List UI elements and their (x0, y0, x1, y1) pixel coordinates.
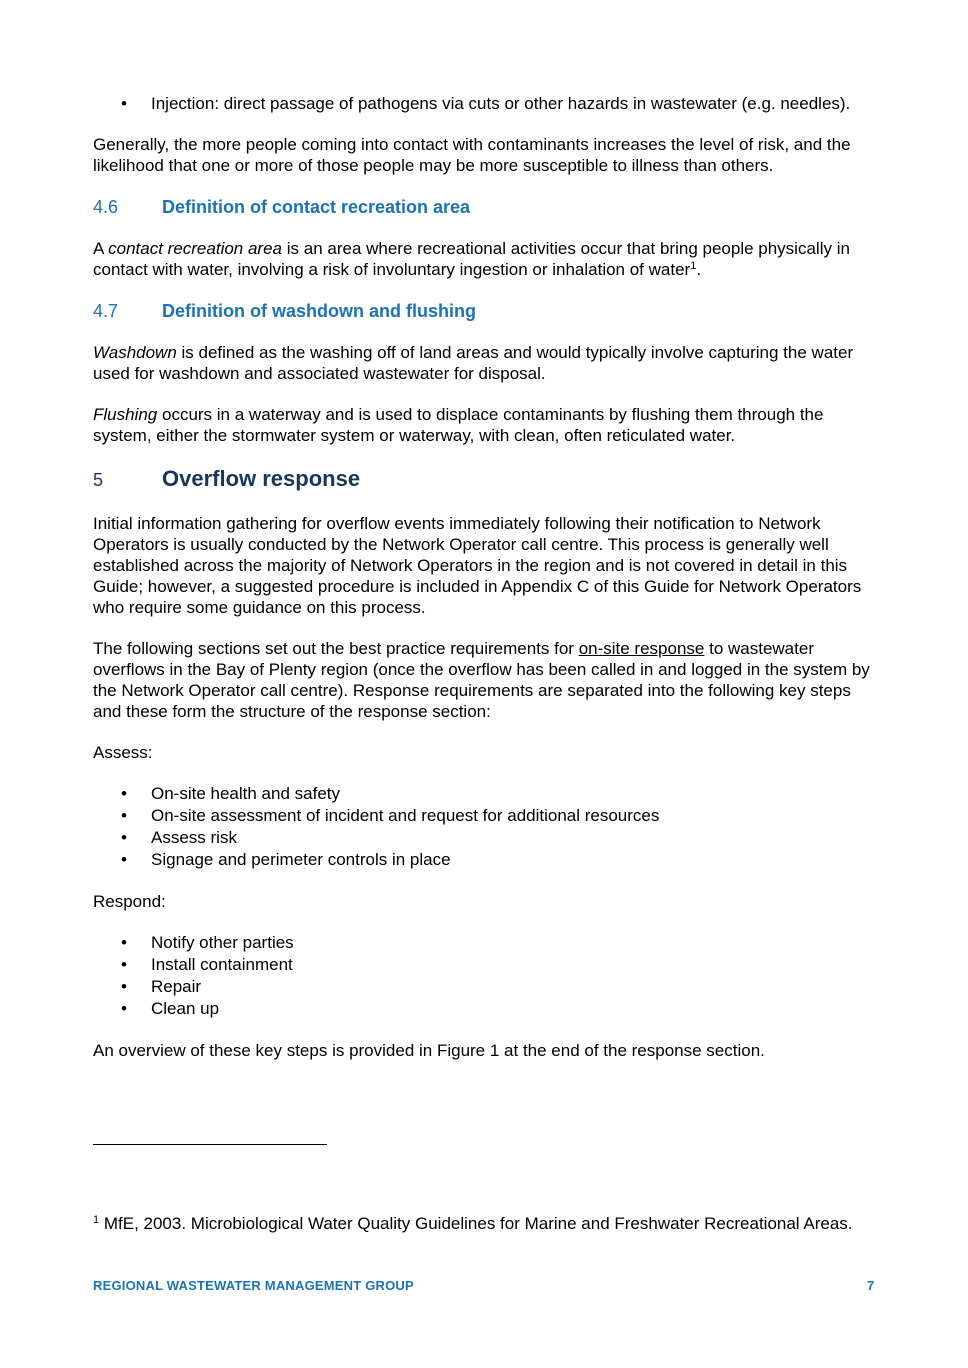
on-site-response-paragraph (93, 638, 883, 722)
list-item (93, 93, 883, 114)
text-run: is an area where recreational activities occur that bring people physically in contact with water, involving a risk of involuntary ingestion or inhalation of water (93, 239, 850, 279)
text-run: occurs in a waterway and is used to displace contaminants by flushing them through the system, either the stormwater system or waterway, with clean, often reticulated water. (93, 405, 824, 445)
list-item-text: Assess risk (151, 828, 237, 847)
footnote-marker: 1 (93, 1214, 100, 1226)
text-run: The following sections set out the best practice requirements for (93, 639, 579, 658)
list-item-text: Clean up (151, 999, 220, 1018)
text-run: . (696, 260, 702, 279)
list-item (93, 954, 883, 976)
contact-recreation-paragraph (93, 238, 883, 280)
list-item-text: On-site assessment of incident and request for additional resources (151, 806, 660, 825)
list-item (93, 932, 883, 954)
respond-label: Respond: (93, 892, 166, 911)
defined-term: Flushing (93, 405, 158, 424)
footer-page-number: 7 (867, 1278, 875, 1293)
list-item (93, 849, 883, 871)
list-item (93, 827, 883, 849)
document-page (93, 93, 883, 1081)
assess-list (93, 783, 883, 871)
defined-term: Washdown (93, 343, 177, 362)
list-item-text: Repair (151, 977, 202, 996)
list-item-text: On-site health and safety (151, 784, 341, 803)
footnote (93, 1213, 883, 1234)
bullet-injection-text: Injection: direct passage of pathogens via cuts or other hazards in wastewater (e.g. needles). (151, 94, 851, 113)
list-item (93, 998, 883, 1020)
text-run: is defined as the washing off of land areas and would typically involve capturing the water used for washdown and associated wastewater for disposal. (93, 343, 854, 383)
on-site-response-link[interactable]: on-site response (578, 639, 705, 658)
section-title: Overflow response (162, 466, 361, 491)
assess-label: Assess: (93, 743, 153, 762)
footnote-text: MfE, 2003. Microbiological Water Quality Guidelines for Marine and Freshwater Recreational Areas. (99, 1214, 853, 1233)
overflow-intro-paragraph: Initial information gathering for overflow events immediately following their notification to Network Operators is usually conducted by the Network Operator call centre. This process is generally well established across the majority of Network Operators in the region and is not covered in detail in this Guide; however, a suggested procedure is included in Appendix C of this Guide for Network Operators who require some guidance on this process. (93, 514, 862, 617)
list-item (93, 976, 883, 998)
list-item (93, 783, 883, 805)
section-number: 5 (93, 470, 104, 490)
footnote-separator (93, 1144, 327, 1145)
text-run: A (93, 239, 109, 258)
list-item (93, 805, 883, 827)
section-number: 4.6 (93, 197, 119, 217)
bullet-list-exposure (93, 93, 883, 114)
list-item-text: Signage and perimeter controls in place (151, 850, 451, 869)
section-title: Definition of contact recreation area (162, 197, 471, 217)
respond-list (93, 932, 883, 1020)
flushing-paragraph (93, 404, 883, 446)
closing-paragraph: An overview of these key steps is provided in Figure 1 at the end of the response section. (93, 1041, 765, 1060)
section-title: Definition of washdown and flushing (162, 301, 476, 321)
list-item-text: Notify other parties (151, 933, 294, 952)
intro-paragraph: Generally, the more people coming into contact with contaminants increases the level of risk, and the likelihood that one or more of those people may be more susceptible to illness than others. (93, 135, 851, 175)
section-4-7-heading (93, 300, 883, 322)
footer-organisation: REGIONAL WASTEWATER MANAGEMENT GROUP (93, 1278, 414, 1293)
list-item-text: Install containment (151, 955, 293, 974)
section-number: 4.7 (93, 301, 119, 321)
section-4-6-heading (93, 196, 883, 218)
text-run: to wastewater overflows in the Bay of Plenty region (once the overflow has been called in and logged in the system by the Network Operator call centre). Response requirements are separated into the following key steps and these form the structure of the response section: (93, 639, 870, 721)
section-5-heading (93, 466, 883, 493)
footnote-reference[interactable]: 1 (690, 260, 697, 272)
washdown-paragraph (93, 342, 883, 384)
defined-term: contact recreation area (108, 239, 283, 258)
